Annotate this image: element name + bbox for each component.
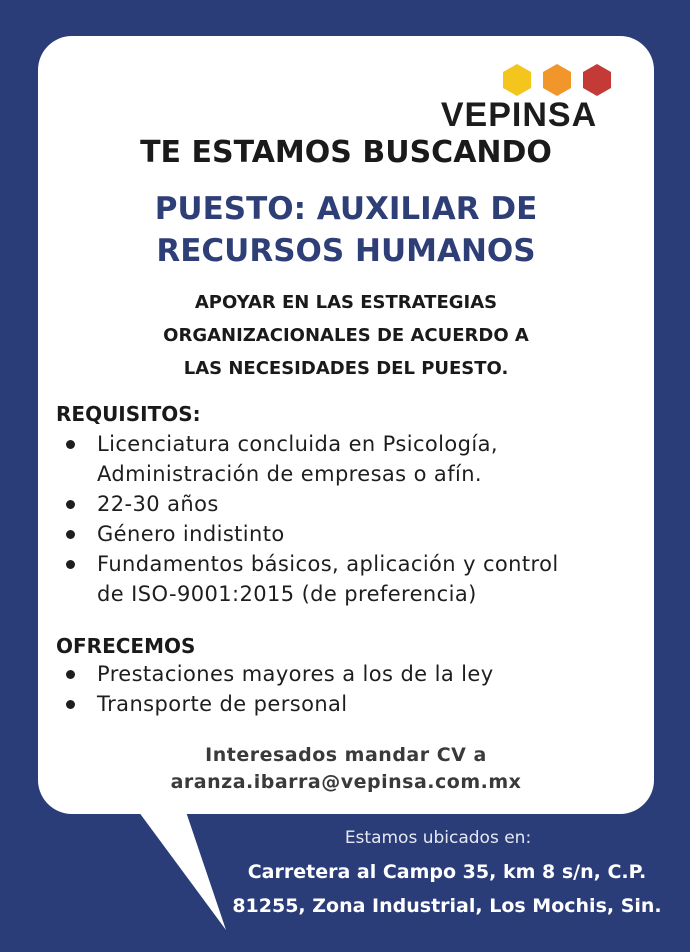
logo-wordmark: VEPINSA: [440, 96, 598, 134]
location-intro: Estamos ubicados en:: [344, 828, 532, 848]
list-item: [56, 549, 641, 609]
contact-email[interactable]: aranza.ibarra@vepinsa.com.mx: [170, 771, 522, 793]
list-item-text: Administración de empresas o afín.: [97, 462, 483, 486]
bullet-icon: [66, 700, 75, 709]
list-item-text: Fundamentos básicos, aplicación y control: [97, 552, 559, 576]
mission-line: LAS NECESIDADES DEL PUESTO.: [183, 358, 509, 379]
address-line: 81255, Zona Industrial, Los Mochis, Sin.: [232, 895, 662, 917]
ofrecemos-heading: OFRECEMOS: [56, 634, 196, 658]
job-title-line: RECURSOS HUMANOS: [156, 233, 536, 269]
bullet-icon: [66, 670, 75, 679]
list-item: [56, 689, 641, 719]
mission-line: ORGANIZACIONALES DE ACUERDO A: [163, 325, 529, 346]
orange-hexagon: [543, 64, 571, 96]
contact-info: [38, 742, 654, 796]
company-logo: [414, 62, 624, 138]
mission-line: APOYAR EN LAS ESTRATEGIAS: [194, 292, 498, 313]
job-title: [38, 188, 654, 272]
bullet-icon: [66, 440, 75, 449]
requisitos-heading: REQUISITOS:: [56, 402, 201, 426]
yellow-hexagon: [503, 64, 531, 96]
list-item: [56, 519, 641, 549]
list-item-text: Género indistinto: [97, 522, 285, 546]
job-title-line: PUESTO: AUXILIAR DE: [154, 191, 538, 227]
address-line: Carretera al Campo 35, km 8 s/n, C.P.: [247, 861, 647, 883]
bullet-icon: [66, 500, 75, 509]
list-item-text: Prestaciones mayores a los de la ley: [97, 662, 494, 686]
contact-instruction: Interesados mandar CV a: [205, 744, 487, 766]
job-mission: [38, 286, 654, 385]
list-item: [56, 429, 641, 489]
list-item-text: Transporte de personal: [97, 692, 348, 716]
list-item-text: 22-30 años: [97, 492, 219, 516]
list-item: [56, 489, 641, 519]
requisitos-list: [56, 429, 641, 609]
headline: TE ESTAMOS BUSCANDO: [140, 135, 552, 170]
address: [212, 855, 682, 923]
list-item: [56, 659, 641, 689]
bullet-icon: [66, 560, 75, 569]
list-item-text: Licenciatura concluida en Psicología,: [97, 432, 498, 456]
list-item-text: de ISO-9001:2015 (de preferencia): [97, 582, 477, 606]
ofrecemos-list: [56, 659, 641, 719]
three-hexagons-icon: [500, 62, 614, 98]
bullet-icon: [66, 530, 75, 539]
red-hexagon: [583, 64, 611, 96]
